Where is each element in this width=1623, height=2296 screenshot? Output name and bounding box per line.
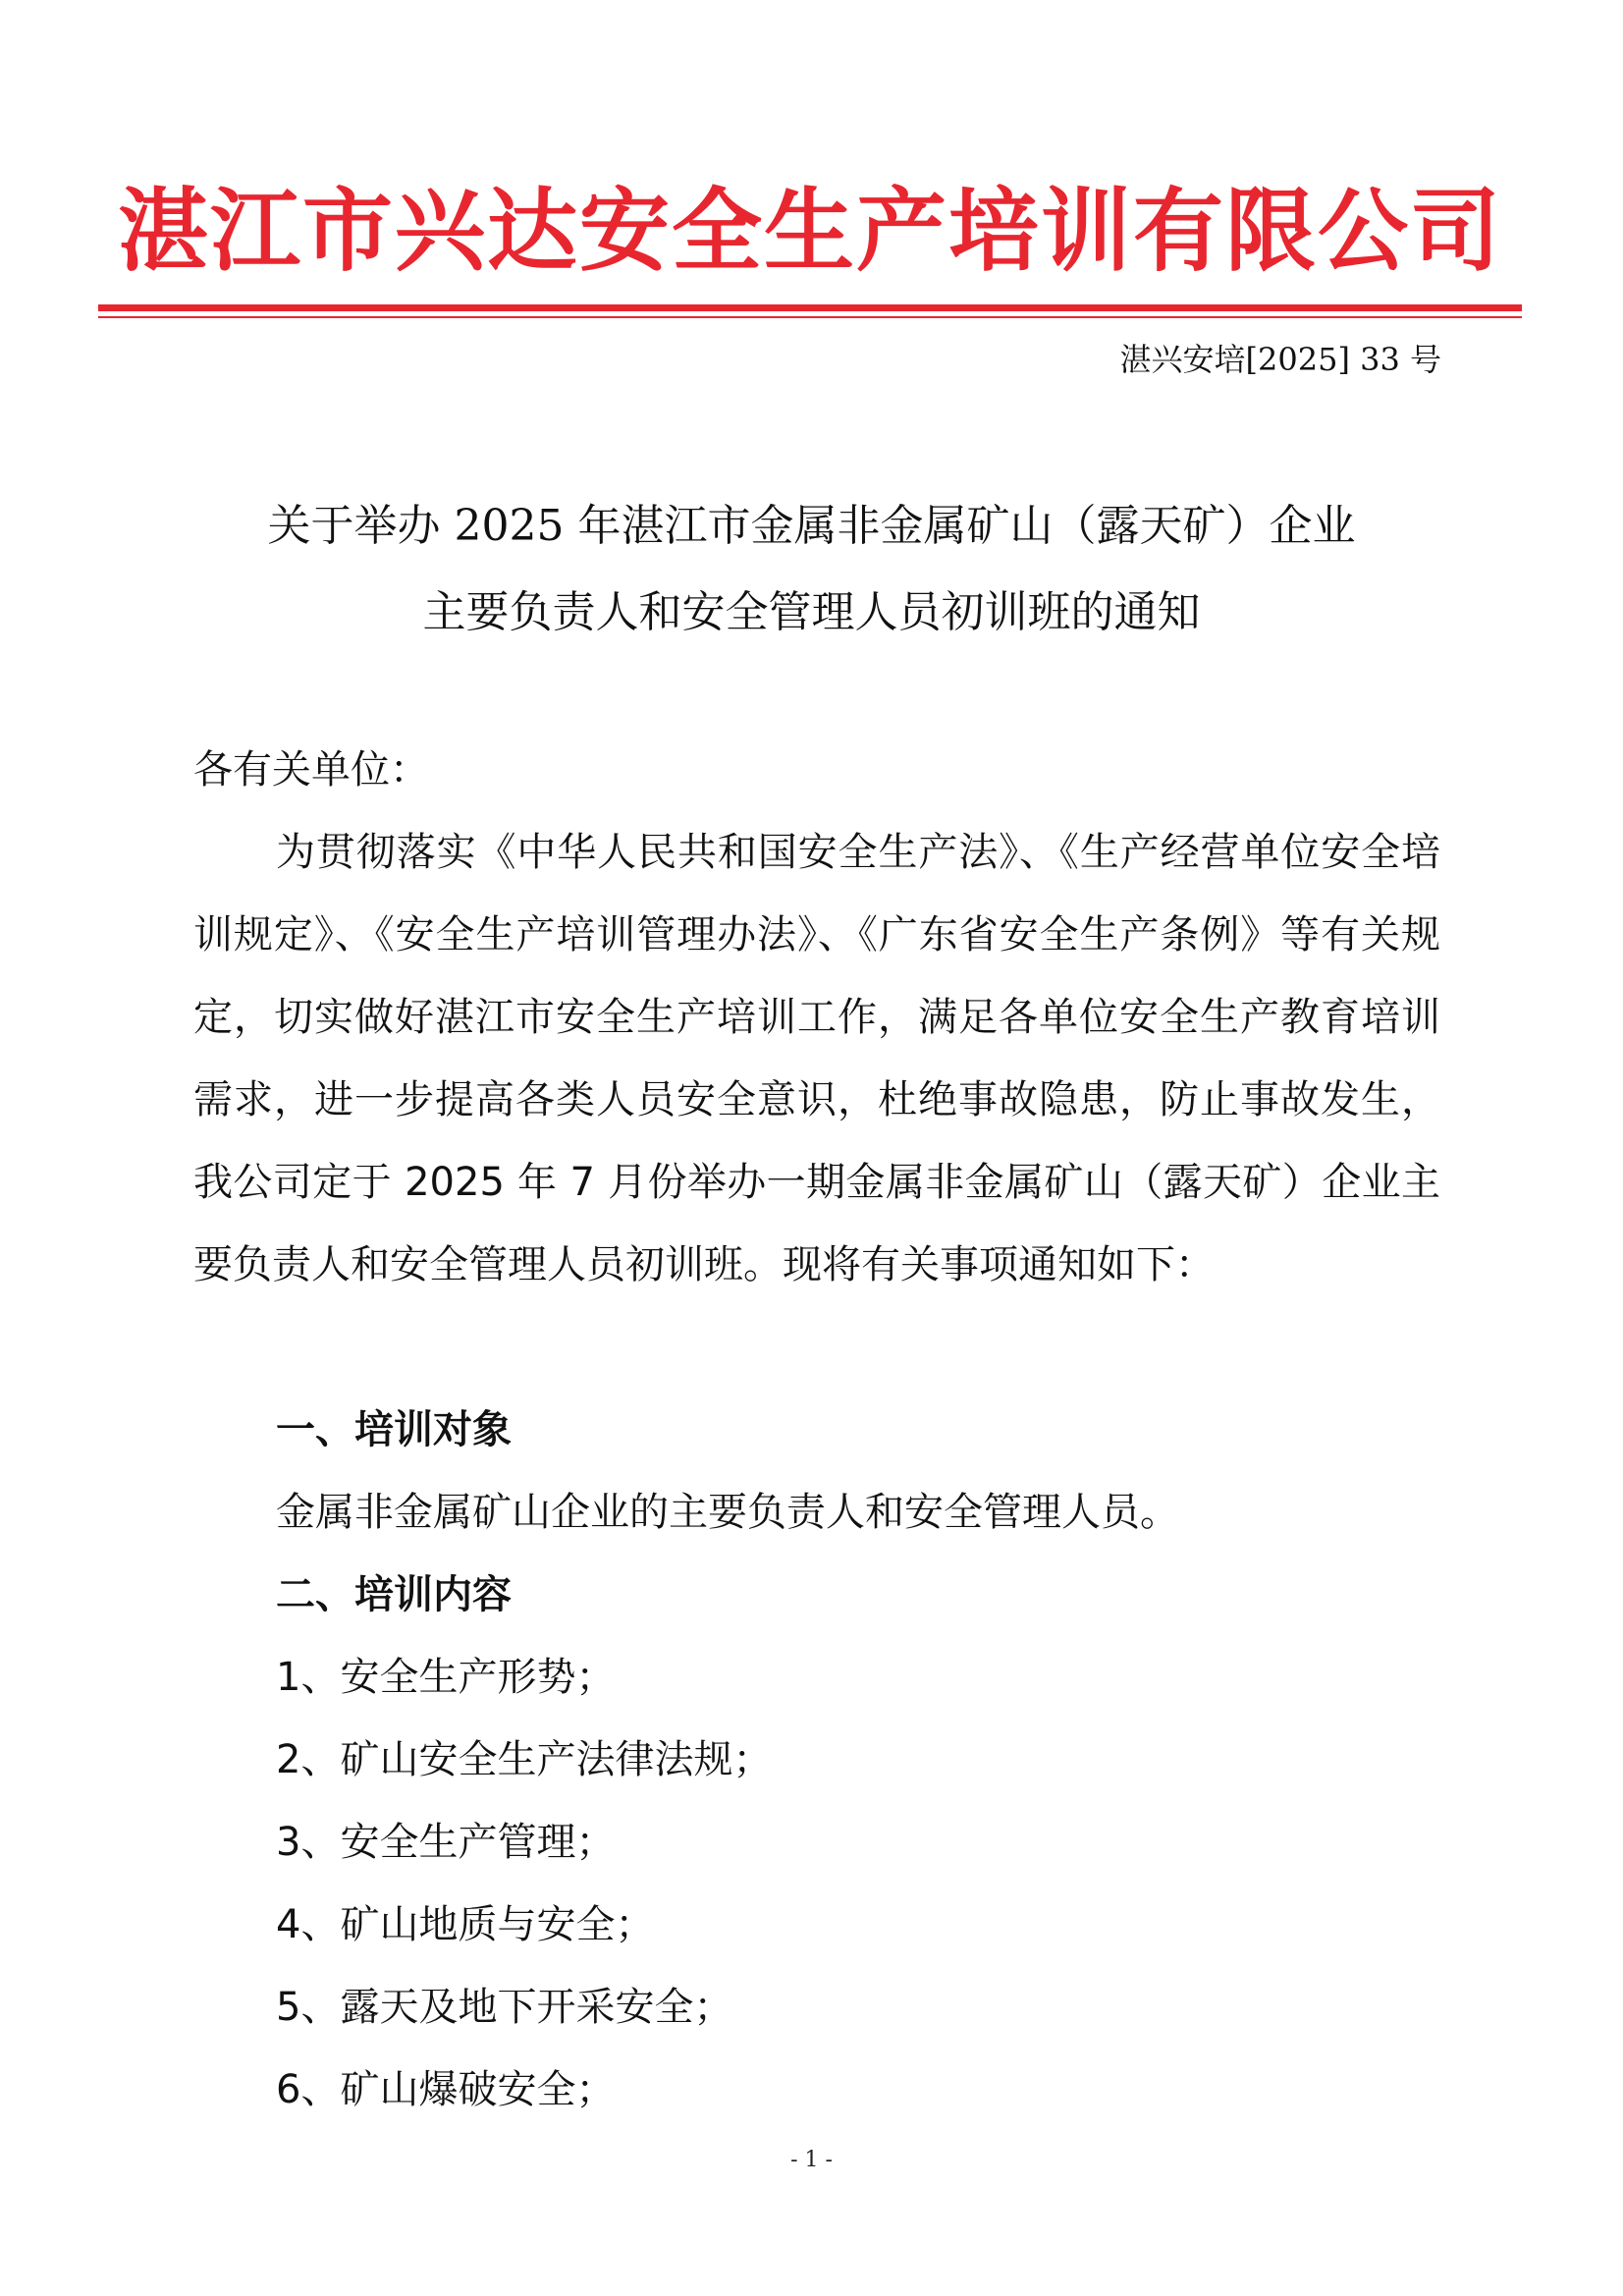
letterhead-rule-thin <box>98 316 1522 318</box>
notice-title <box>157 483 1466 656</box>
letterhead-rule-thick <box>98 304 1522 311</box>
document-number: 湛兴安培[2025] 33 号 <box>1119 341 1441 378</box>
list-item: 1、安全生产形势； <box>276 1655 616 1700</box>
intro-paragraph: 为贯彻落实《中华人民共和国安全生产法》、《生产经营单位安全培训规定》、《安全生产培训管理办法》、《广东省安全生产条例》等有关规定，切实做好湛江市安全生产培训工作，满足各单位安全生产教育培训需求，进一步提高各类人员安全意识，杜绝事故隐患，防止事故发生，我公司定于 2025 年 7 月份举办一期金属非金属矿山（露天矿）企业主要负责人和安全管理人员初训班。现将有关事项通知如下： <box>193 830 1440 1287</box>
list-item: 6、矿山爆破安全； <box>276 2067 616 2112</box>
company-letterhead: 湛江市兴达安全生产培训有限公司 <box>117 178 1502 284</box>
salutation: 各有关单位： <box>193 747 429 793</box>
notice-title-line-1: 关于举办 2025 年湛江市金属非金属矿山（露天矿）企业 <box>267 501 1356 551</box>
list-item: 5、露天及地下开采安全； <box>276 1985 733 2030</box>
list-item: 4、矿山地质与安全； <box>276 1902 655 1947</box>
list-item: 3、安全生产管理； <box>276 1820 616 1865</box>
list-item: 2、矿山安全生产法律法规； <box>276 1737 773 1782</box>
list-item: 金属非金属矿山企业的主要负责人和安全管理人员。 <box>276 1490 1179 1535</box>
section-heading-training-target: 一、培训对象 <box>276 1407 512 1452</box>
notice-title-line-2: 主要负责人和安全管理人员初训班的通知 <box>422 587 1201 637</box>
page-number: - 1 - <box>790 2148 833 2172</box>
section-heading-training-content: 二、培训内容 <box>276 1572 512 1617</box>
